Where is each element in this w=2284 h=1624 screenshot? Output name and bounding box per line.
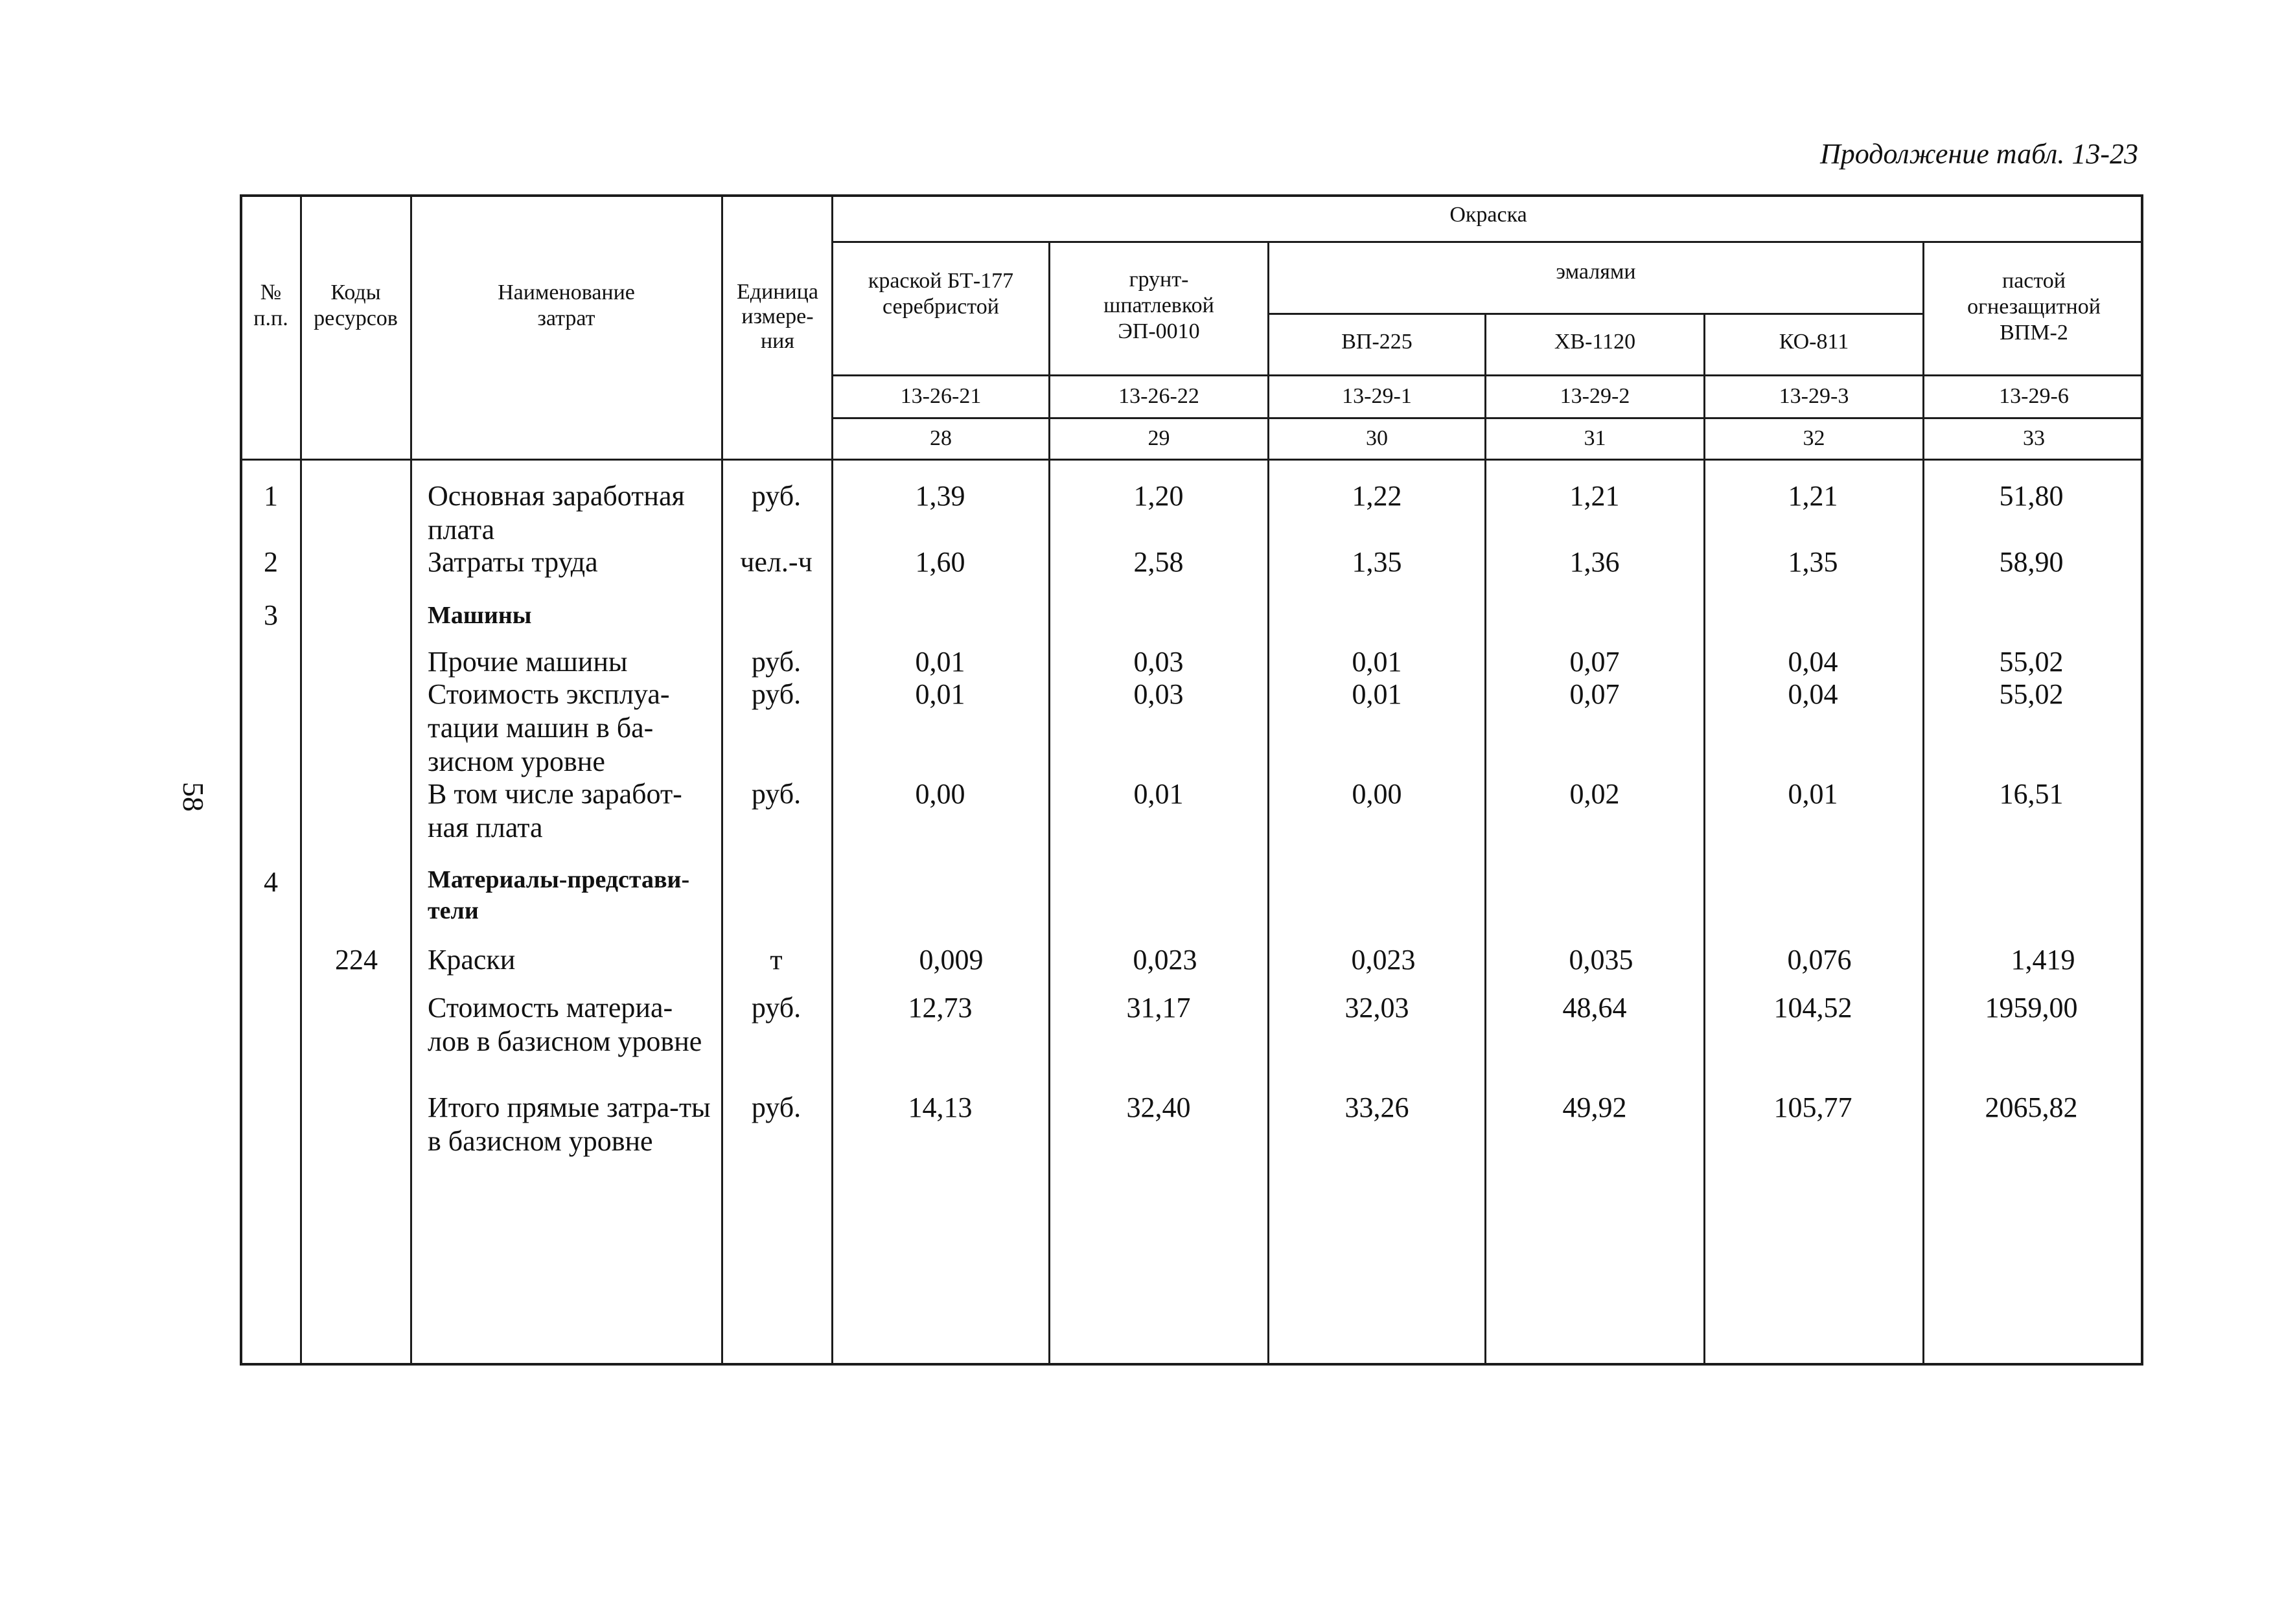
header-name: Наименование затрат: [498, 280, 635, 330]
index-cell: 33: [2023, 426, 2045, 450]
section-title-machines: Машины: [428, 602, 532, 629]
value-cell: 1,21: [1788, 480, 1838, 512]
row-name: В том числе заработ-ная плата: [428, 778, 682, 843]
value-cell: 1,60: [915, 546, 965, 578]
value-cell: 0,01: [1352, 646, 1402, 678]
value-cell: 1,35: [1788, 546, 1838, 578]
value-cell: 33,26: [1344, 1092, 1409, 1123]
value-cell: 0,00: [1352, 778, 1402, 810]
value-cell: 14,13: [908, 1092, 973, 1123]
value-cell: 51,80: [1999, 480, 2064, 512]
value-cell: 0,07: [1569, 646, 1620, 678]
row-unit: руб.: [751, 778, 802, 810]
value-cell: 1959,00: [1985, 992, 2078, 1024]
code-cell: 13-26-21: [900, 384, 982, 408]
header-ko811: КО-811: [1779, 330, 1849, 354]
index-cell: 30: [1366, 426, 1388, 450]
row-unit: чел.-ч: [740, 546, 813, 578]
value-cell: 0,01: [1352, 678, 1402, 710]
value-cell: 0,00: [915, 778, 965, 810]
header-paste: пастой огнезащитной ВПМ-2: [1967, 269, 2101, 345]
row-number: 4: [264, 866, 278, 898]
table-caption: Продолжение табл. 13-23: [1820, 138, 2138, 170]
row-name: Итого прямые затра-ты в базисном уровне: [428, 1092, 711, 1157]
value-cell: 1,21: [1569, 480, 1620, 512]
value-cell: 0,03: [1133, 678, 1184, 710]
index-cell: 32: [1803, 426, 1825, 450]
code-cell: 13-29-1: [1342, 384, 1412, 408]
row-number: 1: [264, 480, 278, 512]
page-number: 58: [177, 782, 210, 812]
value-cell: 58,90: [1999, 546, 2064, 578]
code-cell: 13-29-6: [1999, 384, 2069, 408]
header-no: № п.п.: [253, 280, 288, 330]
value-cell: 0,01: [915, 678, 965, 710]
value-cell: 0,035: [1569, 944, 1633, 976]
row-name: Стоимость эксплуа-тации машин в ба-зисном уровне: [428, 678, 670, 777]
value-cell: 2065,82: [1985, 1092, 2078, 1123]
value-cell: 1,36: [1569, 546, 1620, 578]
value-cell: 0,01: [1788, 778, 1838, 810]
value-cell: 32,03: [1344, 992, 1409, 1024]
value-cell: 0,04: [1788, 678, 1838, 710]
col-divider: [1484, 314, 1486, 1366]
row-unit: руб.: [751, 646, 802, 678]
row-unit: руб.: [751, 678, 802, 710]
row-name: Затраты труда: [428, 546, 598, 578]
col-divider: [300, 194, 302, 1366]
value-cell: 1,39: [915, 480, 965, 512]
value-cell: 0,023: [1351, 944, 1416, 976]
value-cell: 32,40: [1126, 1092, 1191, 1123]
header-codes: Коды ресурсов: [314, 280, 398, 330]
value-cell: 31,17: [1126, 992, 1191, 1024]
value-cell: 0,02: [1569, 778, 1620, 810]
value-cell: 104,52: [1773, 992, 1852, 1024]
header-bottom-rule: [240, 459, 2143, 461]
header-unit: Единица измере- ния: [737, 280, 818, 353]
header-hv1120: ХВ-1120: [1554, 330, 1636, 354]
row-unit: руб.: [751, 480, 802, 512]
row-number: 3: [264, 599, 278, 631]
header-grunt: грунт- шпатлевкой ЭП-0010: [1103, 268, 1214, 343]
code-cell: 13-29-2: [1560, 384, 1630, 408]
value-cell: 16,51: [1999, 778, 2064, 810]
value-cell: 55,02: [1999, 646, 2064, 678]
value-cell: 55,02: [1999, 678, 2064, 710]
value-cell: 48,64: [1562, 992, 1627, 1024]
value-cell: 0,009: [919, 944, 984, 976]
index-cell: 28: [930, 426, 952, 450]
value-cell: 0,01: [915, 646, 965, 678]
header-group-painting: Окраска: [1449, 203, 1527, 227]
header-bt177: краской БТ-177 серебристой: [868, 269, 1014, 319]
value-cell: 1,419: [2011, 944, 2075, 976]
row-divider: [1267, 313, 1922, 315]
row-name: Прочие машины: [428, 646, 628, 678]
row-divider: [831, 417, 2143, 419]
value-cell: 0,04: [1788, 646, 1838, 678]
row-unit: руб.: [751, 992, 802, 1024]
header-vp225: ВП-225: [1341, 330, 1413, 354]
index-cell: 31: [1584, 426, 1606, 450]
index-cell: 29: [1148, 426, 1170, 450]
value-cell: 2,58: [1133, 546, 1184, 578]
value-cell: 0,023: [1133, 944, 1197, 976]
code-cell: 13-29-3: [1779, 384, 1849, 408]
value-cell: 0,03: [1133, 646, 1184, 678]
col-divider: [410, 194, 412, 1366]
value-cell: 1,20: [1133, 480, 1184, 512]
row-code: 224: [335, 944, 378, 976]
value-cell: 1,22: [1352, 480, 1402, 512]
value-cell: 1,35: [1352, 546, 1402, 578]
value-cell: 0,076: [1787, 944, 1852, 976]
section-title-materials: Материалы-представи-тели: [428, 866, 690, 924]
row-divider: [831, 241, 2143, 243]
header-enamels: эмалями: [1556, 260, 1636, 284]
row-name: Стоимость материа-лов в базисном уровне: [428, 992, 702, 1057]
value-cell: 105,77: [1773, 1092, 1852, 1123]
value-cell: 12,73: [908, 992, 973, 1024]
row-divider: [831, 374, 2143, 376]
row-unit: т: [770, 944, 783, 976]
value-cell: 0,01: [1133, 778, 1184, 810]
col-divider: [1703, 314, 1705, 1366]
row-name: Краски: [428, 944, 516, 976]
code-cell: 13-26-22: [1118, 384, 1199, 408]
value-cell: 49,92: [1562, 1092, 1627, 1123]
row-unit: руб.: [751, 1092, 802, 1123]
row-name: Основная заработная плата: [428, 480, 685, 545]
row-number: 2: [264, 546, 278, 578]
value-cell: 0,07: [1569, 678, 1620, 710]
